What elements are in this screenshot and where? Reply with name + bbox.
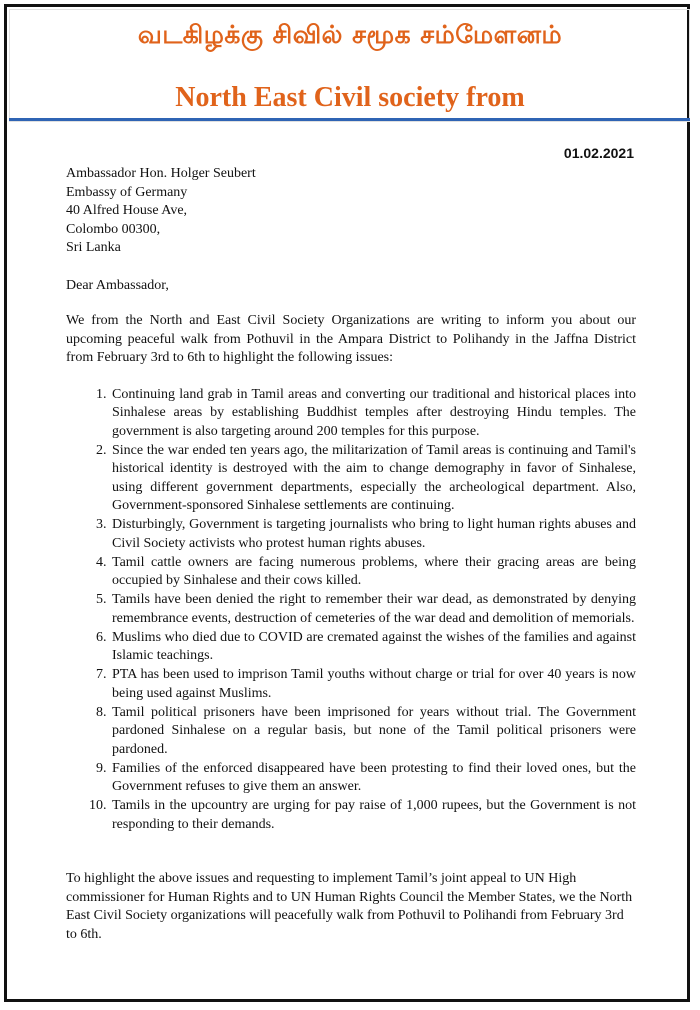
issue-item: 3. Disturbingly, Government is targeting journalists who bring to light human rights abuses and Civil Society activists who protest human rights abuses. (110, 516, 636, 553)
recipient-name: Ambassador Hon. Holger Seubert (66, 166, 256, 181)
recipient-city: Colombo 00300, (66, 221, 161, 237)
recipient-country: Sri Lanka (66, 240, 121, 255)
issue-item: 1. Continuing land grab in Tamil areas and converting our traditional and historical places into Sinhalese areas by establishing Buddhist temples after destroying Hindu temples. The government is also targeting around 200 temples for this purpose. (110, 386, 636, 442)
letterhead-tamil-title: வடகிழக்கு சிவில் சமூக சம்மேளனம் (137, 20, 563, 49)
letter-date: 01.02.2021 (563, 145, 634, 161)
recipient-address (66, 165, 636, 258)
letterhead-english-title: North East Civil society from (175, 82, 525, 113)
closing-paragraph: To highlight the above issues and requesting to implement Tamil’s joint appeal to UN High commissioner for Human Rights and to UN Human Rights Council the Member States, we the North East Civil Society organizations will peacefully walk from Pothuvil to Polihandi from February 3rd to 6th. (66, 871, 633, 942)
recipient-organization: Embassy of Germany (66, 184, 188, 200)
issue-item: 4. Tamil cattle owners are facing numerous problems, where their gracing areas are being occupied by Sinhalese and their cows killed. (110, 554, 636, 591)
recipient-street: 40 Alfred House Ave, (66, 203, 188, 218)
letterhead-divider (9, 118, 690, 121)
issue-item: 7. PTA has been used to imprison Tamil youths without charge or trial for over 40 years is now being used against Muslims. (110, 666, 636, 703)
issue-item: 2. Since the war ended ten years ago, the militarization of Tamil areas is continuing and Tamil's historical identity is destroyed with the aim to change demography in favor of Sinhalese, using different government departments, especially the archeological department. Also, Government-sponsored Sinhalese settlements are continuing. (110, 442, 636, 516)
issue-item: 10. Tamils in the upcountry are urging for pay raise of 1,000 rupees, but the Government is not responding to their demands. (110, 797, 636, 834)
intro-paragraph: We from the North and East Civil Society Organizations are writing to inform you about our upcoming peaceful walk from Pothuvil in the Ampara District to Polihandy in the Jaffna District from February 3rd to 6th to highlight the following issues: (66, 313, 636, 365)
issue-item: 8. Tamil political prisoners have been imprisoned for years without trial. The Government pardoned Sinhalese on a regular basis, but none of the Tamil political prisoners were pardoned. (110, 704, 636, 760)
letter-body (66, 165, 636, 944)
salutation: Dear Ambassador, (66, 277, 169, 293)
issue-item: 6. Muslims who died due to COVID are cremated against the wishes of the families and against Islamic teachings. (110, 629, 636, 666)
issue-item: 9. Families of the enforced disappeared have been protesting to find their loved ones, but the Government refuses to give them an answer. (110, 760, 636, 797)
issue-item: 5. Tamils have been denied the right to remember their war dead, as demonstrated by denying remembrance events, destruction of cemeteries of the war dead and demolition of memorials. (110, 591, 636, 628)
issues-list (66, 386, 636, 835)
